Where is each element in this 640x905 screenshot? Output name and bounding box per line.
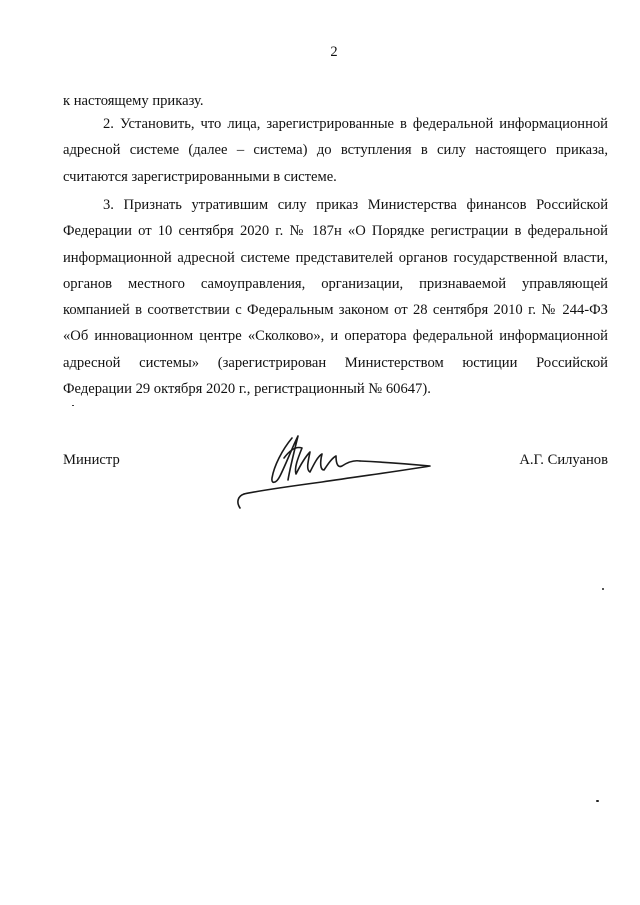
text-line: 2. Установить, что лица, зарегистрированные в федеральной информационной [103,116,608,132]
text-line: 3. Признать утратившим силу приказ Министерства финансов Российской [103,197,608,213]
signatory-name: А.Г. Силуанов [519,452,608,468]
text-line: компанией в соответствии с Федеральным законом от 28 сентября 2010 г. № 244-ФЗ [63,302,608,319]
text-line: «Об инновационном центре «Сколково», и оператора федеральной информационной [63,328,608,345]
scan-speck [72,405,74,406]
text-line: адресной системе (далее – система) до вступления в силу настоящего приказа, [63,142,608,159]
text-line: информационной адресной системе представителей органов государственной власти, [63,249,608,266]
text-line: Федерации от 10 сентября 2020 г. № 187н «О Порядке регистрации в федеральной [63,223,608,240]
paragraph-2 [63,111,608,190]
page-number: 2 [330,44,338,60]
text-line: к настоящему приказу. [63,93,204,109]
text-line: Федерации 29 октября 2020 г., регистрационный № 60647). [63,381,431,398]
text-line: органов местного самоуправления, организации, признаваемой управляющей [63,275,608,292]
signatory-title: Министр [63,452,120,468]
text-line: считаются зарегистрированными в системе. [63,168,337,185]
handwritten-signature [232,428,436,516]
scan-speck [596,800,599,802]
scan-speck [602,588,604,590]
text-line: адресной системы» (зарегистрирован Министерством юстиции Российской [63,354,608,371]
paragraph-3 [63,192,608,402]
